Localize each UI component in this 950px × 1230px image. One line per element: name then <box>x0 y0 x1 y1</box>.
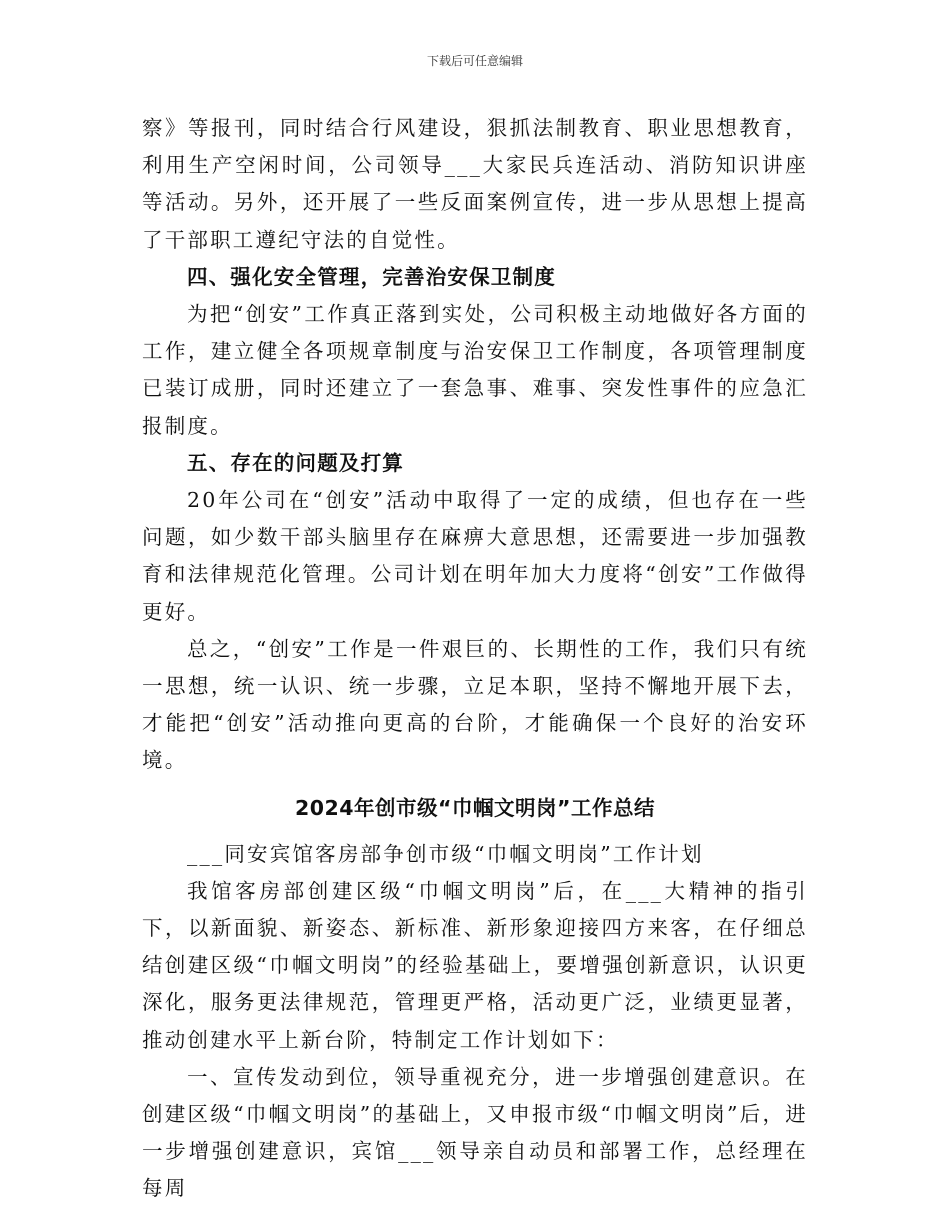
paragraph-plan-subtitle: ___同安宾馆客房部争创市级“巾帼文明岗”工作计划 <box>187 841 704 866</box>
paragraph-section-one: 一、宣传发动到位，领导重视充分，进一步增强创建意识。在创建区级“巾帼文明岗”的基础上，又申报市级“巾帼文明岗”后，进一步增强创建意识，宾馆___领导亲自动员和部署工作，总经理在每周 <box>142 1064 808 1201</box>
paragraph-introduction: 我馆客房部创建区级“巾帼文明岗”后，在___大精神的指引下，以新面貌、新姿态、新标准、新形象迎接四方来客，在仔细总结创建区级“巾帼文明岗”的经验基础上，要增强创新意识，认识更深化，服务更法律规范，管理更严格，活动更广泛，业绩更显著，推动创建水平上新台阶，特制定工作计划如下： <box>142 878 808 1052</box>
section-heading-4: 四、强化安全管理，完善治安保卫制度 <box>187 264 556 289</box>
page-header: 下载后可任意编辑 <box>426 54 523 68</box>
document-body <box>142 110 808 1208</box>
paragraph-security-management: 为把“创安”工作真正落到实处，公司积极主动地做好各方面的工作，建立健全各项规章制度与治安保卫工作制度，各项管理制度已装订成册，同时还建立了一套急事、难事、突发性事件的应急汇报制度。 <box>142 302 808 438</box>
paragraph-problems-plans: 20年公司在“创安”活动中取得了一定的成绩，但也存在一些问题，如少数干部头脑里存在麻痹大意思想，还需要进一步加强教育和法律规范化管理。公司计划在明年加大力度将“创安”工作做得更好。 <box>142 488 808 624</box>
paragraph-conclusion: 总之，“创安”工作是一件艰巨的、长期性的工作，我们只有统一思想，统一认识、统一步骤，立足本职，坚持不懈地开展下去，才能把“创安”活动推向更高的台阶，才能确保一个良好的治安环境。 <box>142 636 808 773</box>
section-heading-5: 五、存在的问题及打算 <box>187 450 404 475</box>
document-title: 2024年创市级“巾帼文明岗”工作总结 <box>294 795 655 820</box>
paragraph-continuation: 察》等报刊，同时结合行风建设，狠抓法制教育、职业思想教育，利用生产空闲时间，公司领导___大家民兵连活动、消防知识讲座等活动。另外，还开展了一些反面案例宣传，进一步从思想上提高了干部职工遵纪守法的自觉性。 <box>142 116 808 252</box>
